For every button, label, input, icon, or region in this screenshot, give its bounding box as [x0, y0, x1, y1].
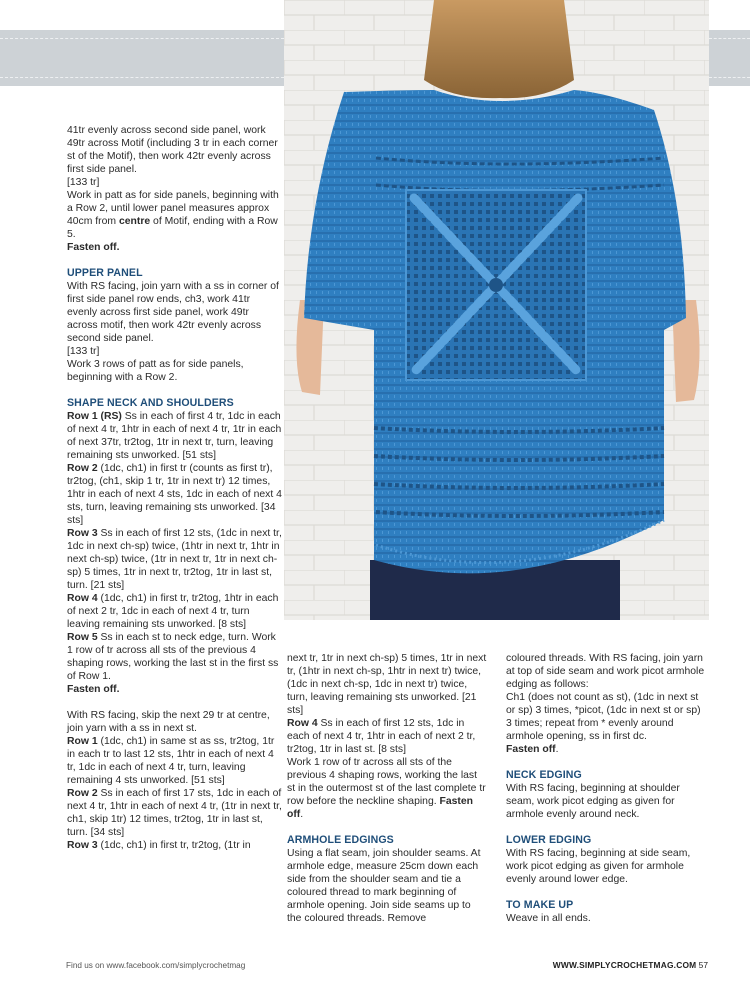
- para: Work 1 row of tr across all sts of the previous 4 shaping rows, working the last st in the outermost st of the last complete tr row before the neckline shaping. Fasten off.: [287, 757, 486, 820]
- para: 41tr evenly across second side panel, work 49tr across Motif (including 3 tr in each corner st of the Motif), then work 42tr evenly across first side panel.: [67, 125, 278, 175]
- row-instruction: Row 1 (1dc, ch1) in same st as ss, tr2tog, 1tr in each tr to last 12 sts, 1htr in each of next 4 tr, 1dc in each of next 4 tr, turn, leaving remaining 4 sts unworked. [51 sts]: [67, 736, 275, 786]
- row-instruction: Row 4 Ss in each of first 12 sts, 1dc in each of next 4 tr, 1htr in each of next 2 tr, tr2tog, 1tr in last st. [8 sts]: [287, 718, 476, 755]
- heading-to-make-up: TO MAKE UP: [506, 899, 574, 911]
- para: With RS facing, beginning at side seam, work picot edging as given for armhole evenly around lower edge.: [506, 848, 691, 885]
- para: coloured threads. With RS facing, join yarn at top of side seam and work picot armhole edging as follows:: [506, 653, 705, 690]
- row-instruction: Row 3 Ss in each of first 12 sts, (1dc in next tr, 1dc in next ch-sp) twice, (1htr in next tr, 1htr in next ch-sp) twice, (1tr in next tr, 1tr in next ch-sp) 5 times, 1tr in next tr, tr2tog, 1tr in last st, turn. [21 sts]: [67, 528, 282, 591]
- pattern-column-2: [287, 652, 487, 925]
- heading-upper-panel: UPPER PANEL: [67, 267, 143, 279]
- heading-armhole-edgings: ARMHOLE EDGINGS: [287, 834, 394, 846]
- header-band-left: [0, 30, 284, 86]
- row-instruction: Row 2 (1dc, ch1) in first tr (counts as first tr), tr2tog, (ch1, skip 1 tr, 1tr in next tr) 12 times, 1htr in each of next 4 sts, 1dc in each of next 4 sts, turn, leaving remaining sts unworked. [34 sts]: [67, 463, 282, 526]
- fasten-off: Fasten off.: [67, 242, 120, 253]
- facebook-link[interactable]: Find us on www.facebook.com/simplycrochetmag: [66, 961, 246, 970]
- para: Work in patt as for side panels, beginning with a Row 2, until lower panel measures approx 40cm from centre of Motif, ending with a Row 5.: [67, 190, 279, 240]
- para: With RS facing, beginning at shoulder seam, work picot edging as given for armhole evenly around neck.: [506, 783, 680, 820]
- footer-site: [553, 960, 708, 970]
- para: [133 tr]: [67, 346, 100, 357]
- para: next tr, 1tr in next ch-sp) 5 times, 1tr in next tr, (1htr in next ch-sp, 1htr in next tr) twice, (1dc in next ch-sp, 1dc in next tr) twice, turn, leaving remaining sts unworked. [21 sts]: [287, 653, 487, 716]
- pattern-column-3: [506, 652, 709, 925]
- para: Weave in all ends.: [506, 913, 591, 924]
- para: Ch1 (does not count as st), (1dc in next st or sp) 3 times, *picot, (1dc in next st or sp) 3 times; repeat from * evenly around armhole opening, ss in first dc.: [506, 692, 701, 742]
- header-band-right: [709, 30, 750, 86]
- page-number: 57: [698, 960, 708, 970]
- heading-lower-edging: LOWER EDGING: [506, 834, 592, 846]
- row-instruction: Row 5 Ss in each st to neck edge, turn. Work 1 row of tr across all sts of the previous 4 shaping rows, working the last st in the first ss of Row 1.: [67, 632, 279, 682]
- fasten-off: Fasten off.: [506, 744, 559, 755]
- row-instruction: Row 2 Ss in each of first 17 sts, 1dc in each of next 4 tr, 1htr in each of next 4 tr, (1tr in next tr, ch1, skip 1tr) 12 times, tr2tog, 1tr in last st, turn. [34 sts]: [67, 788, 282, 838]
- sweater-photo: [284, 0, 709, 620]
- row-instruction: Row 4 (1dc, ch1) in first tr, tr2tog, 1htr in each of next 2 tr, 1dc in each of next 4 tr, turn leaving remaining sts unworked. [8 sts]: [67, 593, 279, 630]
- para: [133 tr]: [67, 177, 100, 188]
- para: With RS facing, join yarn with a ss in corner of first side panel row ends, ch3, work 41tr evenly across first side panel, work 49tr across motif, then work 42tr evenly across second side panel.: [67, 281, 279, 344]
- heading-neck-edging: NECK EDGING: [506, 769, 582, 781]
- para: Using a flat seam, join shoulder seams. At armhole edge, measure 25cm down each side from the shoulder seam and tie a coloured thread to mark beginning of armhole opening. Join side seams up to the coloured threads. Remove: [287, 848, 481, 924]
- pattern-column-1: [67, 124, 282, 852]
- fasten-off: Fasten off.: [67, 684, 120, 695]
- site-url[interactable]: WWW.SIMPLYCROCHETMAG.COM: [552, 960, 697, 970]
- para: With RS facing, skip the next 29 tr at centre, join yarn with a ss in next st.: [67, 710, 270, 734]
- para: Work 3 rows of patt as for side panels, beginning with a Row 2.: [67, 359, 244, 383]
- heading-shape-neck: SHAPE NECK AND SHOULDERS: [67, 397, 234, 409]
- row-instruction: Row 1 (RS) Ss in each of first 4 tr, 1dc in each of next 4 tr, 1htr in each of next 4 tr, 1tr in each of next 37tr, tr2tog, 1tr in next tr, turn, leaving remaining sts unworked. [51 sts]: [67, 411, 282, 461]
- row-instruction: Row 3 (1dc, ch1) in first tr, tr2tog, (1tr in: [67, 840, 251, 851]
